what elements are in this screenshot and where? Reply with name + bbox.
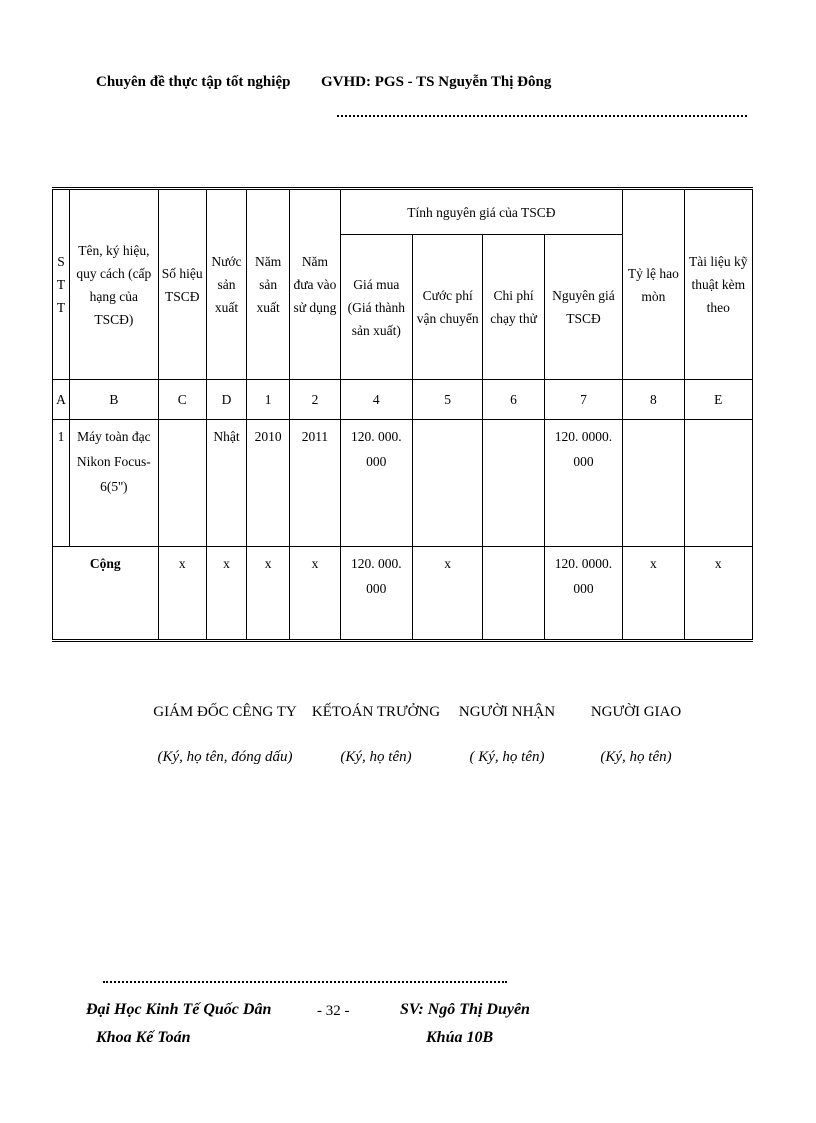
footer-student: SV: Ngô Thị Duyên [400,1001,530,1018]
column-code: D [206,380,246,420]
column-code: 7 [544,380,622,420]
signature-note-deliverer: (Ký, họ tên) [600,749,672,765]
signature-title-director: GIÁM ĐỐC CÊNG TY [153,704,297,720]
column-code: 8 [623,380,684,420]
column-code: A [53,380,70,420]
table-row [53,420,753,547]
header-original-cost: Nguyên giá TSCĐ [544,235,622,380]
total-country: x [206,547,246,641]
total-depreciation: x [623,547,684,641]
header-freight: Cước phí vận chuyển [412,235,482,380]
total-year-used: x [290,547,340,641]
header-cost-group: Tính nguyên giá của TSCĐ [340,189,623,235]
report-title: Chuyên đề thực tập tốt nghiệp [96,74,291,90]
total-purchase-price: 120. 000. 000 [340,547,412,641]
header-dotted-line [337,115,747,117]
item-code [158,420,206,547]
total-freight: x [412,547,482,641]
signature-title-receiver: NGƯỜI NHẬN [458,704,556,720]
signature-note-receiver: ( Ký, họ tên) [469,749,545,765]
signature-title-deliverer: NGƯỜI GIAO [590,704,682,720]
total-original-cost: 120. 0000. 000 [544,547,622,641]
item-purchase-price: 120. 000. 000 [340,420,412,547]
signature-title-chief-accountant: KẾTOÁN TRƯỞNG [311,704,441,720]
total-docs: x [684,547,752,641]
table-header-row [53,189,753,235]
supervisor: GVHD: PGS - TS Nguyễn Thị Đông [321,74,552,90]
footer-dotted-line [103,981,507,983]
column-code: B [70,380,158,420]
asset-table [52,187,753,642]
header-year-made: Năm sản xuất [247,189,290,380]
signature-note-director: (Ký, họ tên, đóng dấu) [157,749,293,765]
footer-faculty: Khoa Kế Toán [96,1029,191,1046]
item-country: Nhật [206,420,246,547]
page-header [96,74,552,91]
item-trial-cost [483,420,544,547]
item-docs [684,420,752,547]
total-trial-cost [483,547,544,641]
column-code: 4 [340,380,412,420]
item-name: Máy toàn đạc Nikon Focus-6(5'') [70,420,158,547]
column-code-row [53,380,753,420]
column-code: 2 [290,380,340,420]
header-year-used: Năm đưa vào sử dụng [290,189,340,380]
column-code: 6 [483,380,544,420]
total-label: Cộng [53,547,159,641]
signature-note-chief-accountant: (Ký, họ tên) [340,749,412,765]
column-code: 1 [247,380,290,420]
header-asset-name: Tên, ký hiệu, quy cách (cấp hạng của TSCĐ) [70,189,158,380]
item-original-cost: 120. 0000. 000 [544,420,622,547]
page-number: - 32 - [317,1003,350,1019]
header-stt: S T T [53,189,70,380]
item-depreciation [623,420,684,547]
header-purchase-price: Giá mua (Giá thành sản xuất) [340,235,412,380]
column-code: C [158,380,206,420]
item-year-made: 2010 [247,420,290,547]
total-row [53,547,753,641]
item-freight [412,420,482,547]
total-year-made: x [247,547,290,641]
header-depreciation: Tỷ lệ hao mòn [623,189,684,380]
column-code: E [684,380,752,420]
item-year-used: 2011 [290,420,340,547]
header-asset-code: Số hiệu TSCĐ [158,189,206,380]
header-trial-cost: Chi phí chạy thử [483,235,544,380]
footer-cohort: Khúa 10B [426,1029,494,1046]
item-stt: 1 [53,420,70,547]
total-code: x [158,547,206,641]
header-country: Nước sản xuất [206,189,246,380]
header-docs: Tài liệu kỹ thuật kèm theo [684,189,752,380]
footer-university: Đại Học Kinh Tế Quốc Dân [86,1001,272,1018]
column-code: 5 [412,380,482,420]
